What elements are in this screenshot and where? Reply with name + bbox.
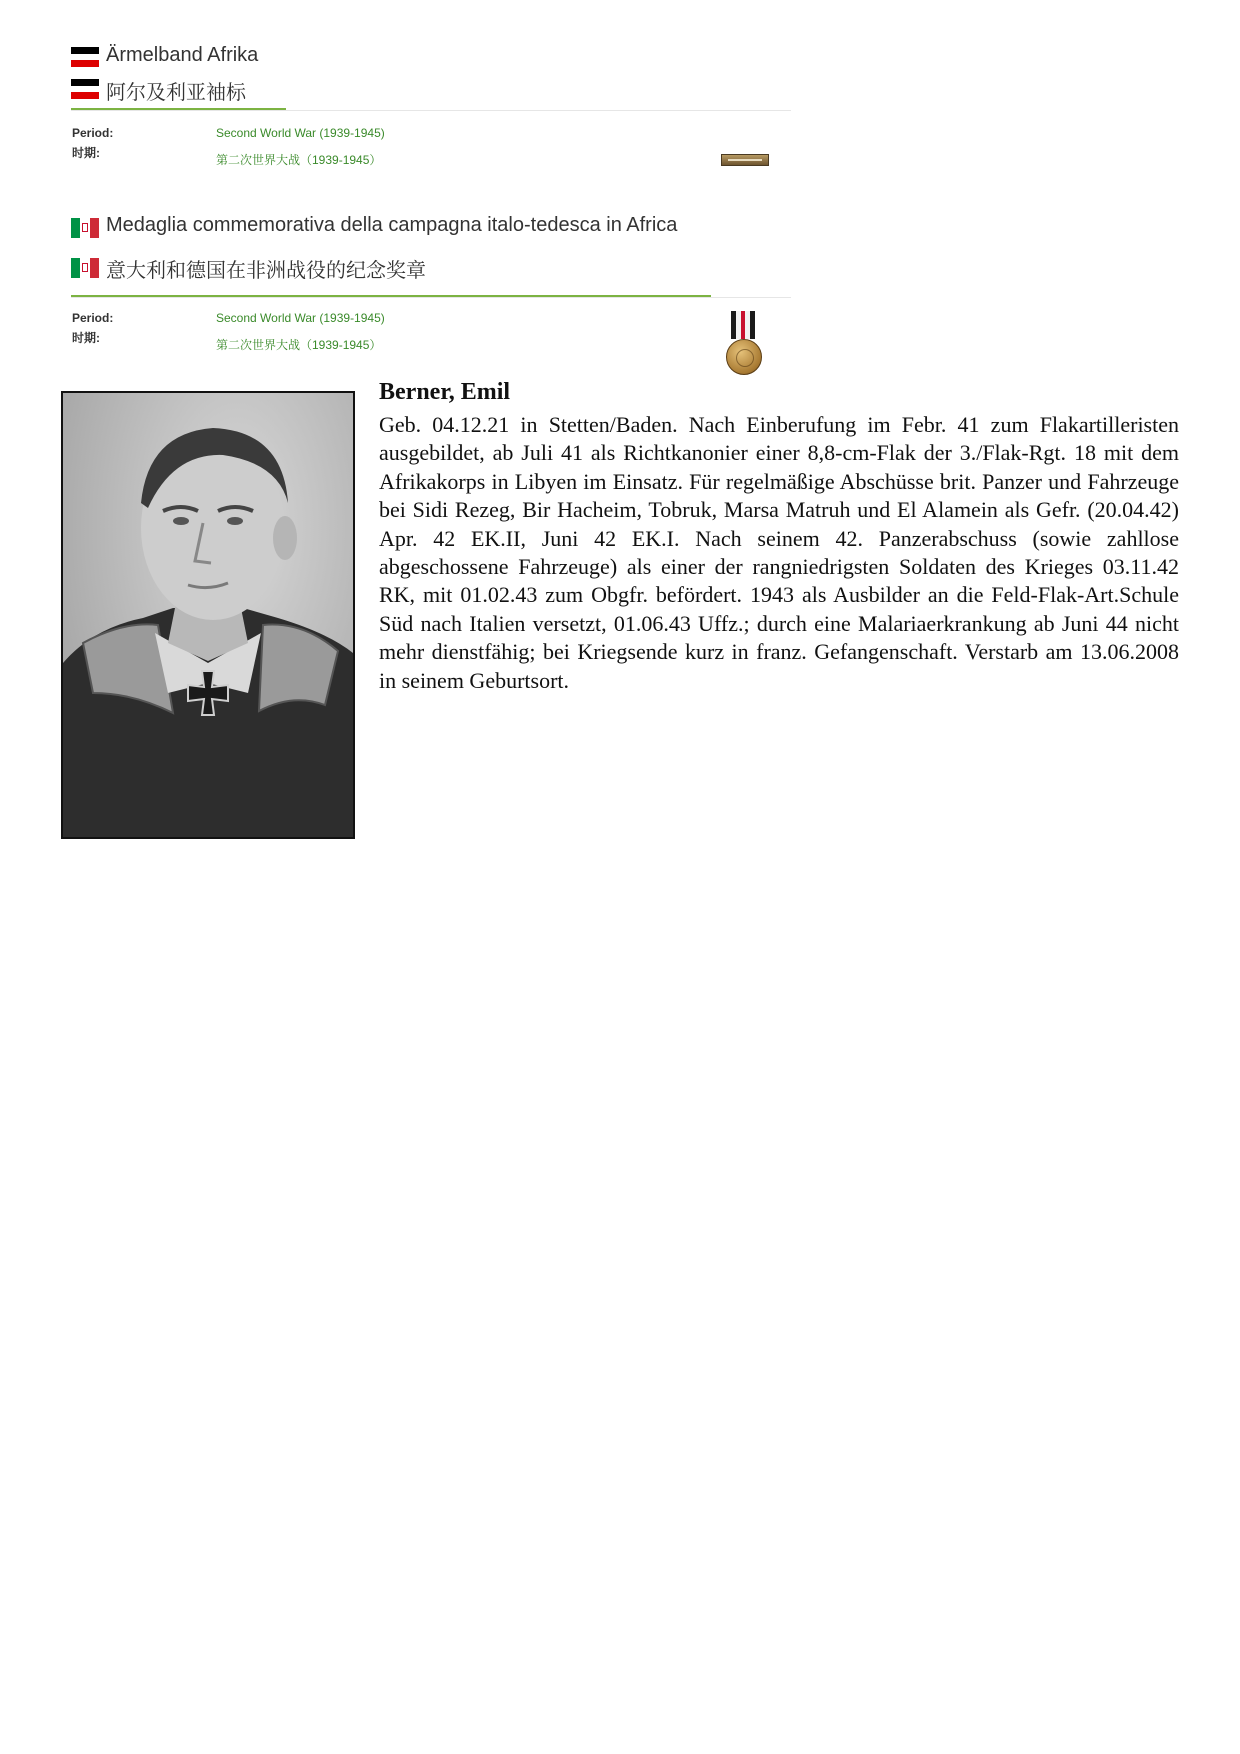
divider-accent	[71, 108, 286, 110]
german-flag-icon	[71, 47, 99, 67]
period-value-zh[interactable]: 第二次世界大战（1939-1945）	[216, 338, 382, 352]
period-value[interactable]: Second World War (1939-1945)	[216, 126, 385, 140]
award-title-zh[interactable]: 意大利和德国在非洲战役的纪念奖章	[106, 260, 426, 282]
award-armelband-afrika	[0, 0, 1240, 180]
biography-name: Berner, Emil	[379, 379, 511, 405]
award-title-it[interactable]: Medaglia commemorativa della campagna italo-tedesca in Africa	[106, 214, 678, 236]
portrait-photo	[61, 391, 355, 839]
divider	[71, 110, 791, 111]
period-label-zh: 时期:	[72, 146, 100, 160]
divider	[71, 297, 791, 298]
italian-flag-icon	[71, 258, 99, 278]
medal-icon	[726, 339, 762, 375]
divider-accent	[71, 295, 711, 297]
award-title-zh[interactable]: 阿尔及利亚袖标	[106, 82, 246, 104]
award-title-de[interactable]: Ärmelband Afrika	[106, 44, 259, 66]
period-value[interactable]: Second World War (1939-1945)	[216, 311, 385, 325]
period-label: Period:	[72, 126, 114, 140]
german-flag-icon	[71, 79, 99, 99]
italian-flag-icon	[71, 218, 99, 238]
award-italo-german-africa-medal	[0, 200, 1240, 380]
period-label-zh: 时期:	[72, 331, 100, 345]
biography-text: Geb. 04.12.21 in Stetten/Baden. Nach Einberufung im Febr. 41 zum Flakartilleristen ausgebildet, ab Juli 41 als Richtkanonier einer 8,8-cm-Flak der 3./Flak-Rgt. 18 mit dem Afrikakorps in Libyen im Einsatz. Für regelmäßige Abschüsse brit. Panzer und Fahrzeuge bei Sidi Rezeg, Bir Hacheim, Tobruk, Marsa Matruh und El Alamein als Gefr. (20.04.42) Apr. 42 EK.II, Juni 42 EK.I. Nach seinem 42. Panzerabschuss (sowie zahllose abgeschossene Fahrzeuge) als einer der rangniedrigsten Soldaten des Krieges 03.11.42 RK, mit 01.02.43 zum Obgfr. befördert. 1943 als Ausbilder an die Feld-Flak-Art.Schule Süd nach Italien versetzt, 01.06.43 Uffz.; durch eine Malariaerkrankung ab Juni 44 nicht mehr dienstfähig; bei Kriegsende kurz in franz. Gefangenschaft. Verstarb am 13.06.2008 in seinem Geburtsort.	[379, 412, 1179, 693]
cuff-title-ribbon-icon	[721, 154, 769, 166]
period-label: Period:	[72, 311, 114, 325]
period-value-zh[interactable]: 第二次世界大战（1939-1945）	[216, 153, 382, 167]
medal-ribbon-icon	[731, 311, 755, 339]
